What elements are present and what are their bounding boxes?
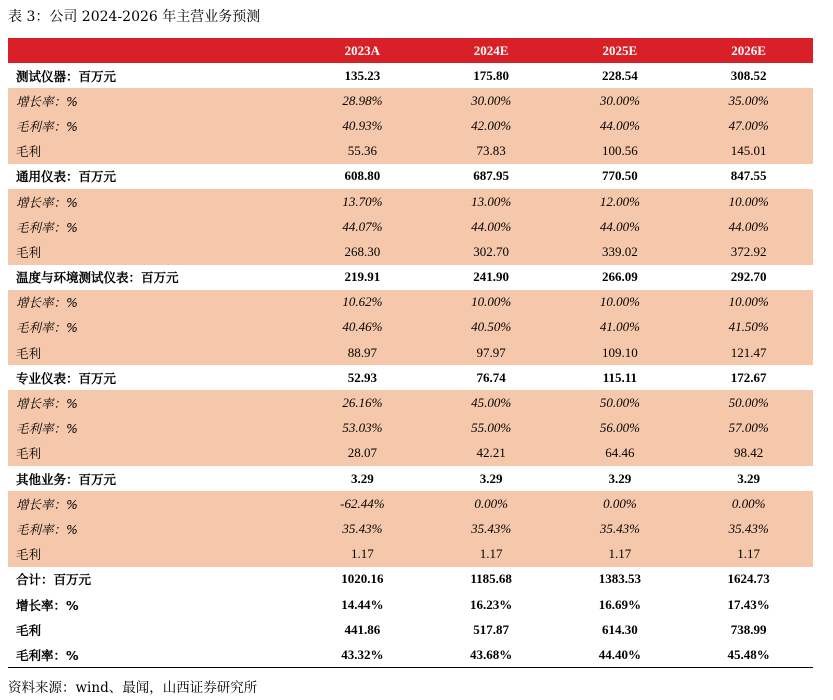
row-label: 毛利率：% <box>16 421 78 437</box>
value-cell: 44.00% <box>599 117 640 133</box>
table-row <box>8 390 813 415</box>
row-label: 毛利率：% <box>16 521 78 537</box>
row-label: 增长率：% <box>16 93 78 109</box>
value-cell: 219.91 <box>344 269 381 285</box>
row-label: 毛利 <box>16 144 42 160</box>
table-row <box>8 592 813 617</box>
value-cell: 100.56 <box>602 143 638 159</box>
value-cell: 35.00% <box>728 92 769 108</box>
value-cell: 17.43% <box>727 596 770 612</box>
value-cell: 43.32% <box>341 646 384 662</box>
value-cell: 121.47 <box>730 344 767 360</box>
value-cell: 88.97 <box>347 344 377 360</box>
value-cell: 1020.16 <box>341 571 384 587</box>
table-row <box>8 542 813 567</box>
value-cell: 42.00% <box>471 117 512 133</box>
value-cell: 302.70 <box>473 243 509 259</box>
value-cell: 55.00% <box>471 420 512 436</box>
value-cell: 13.70% <box>342 193 383 209</box>
value-cell: 10.00% <box>471 294 512 310</box>
value-cell: 292.70 <box>730 269 767 285</box>
row-label: 通用仪表：百万元 <box>16 169 117 185</box>
value-cell: 109.10 <box>602 344 638 360</box>
table-row <box>8 214 813 239</box>
table-row <box>8 340 813 365</box>
table-row <box>8 290 813 315</box>
table-header-row <box>8 38 813 63</box>
value-cell: 44.07% <box>342 218 383 234</box>
table-caption: 表 3：公司 2024-2026 年主营业务预测 <box>8 9 261 25</box>
row-label: 其他业务：百万元 <box>16 471 117 487</box>
table-row <box>8 315 813 340</box>
table-row <box>8 164 813 189</box>
value-cell: 14.44% <box>341 596 384 612</box>
value-cell: 614.30 <box>602 621 638 637</box>
row-label: 毛利 <box>16 244 42 260</box>
value-cell: 45.00% <box>471 395 512 411</box>
value-cell: 41.00% <box>599 319 640 335</box>
table-row <box>8 139 813 164</box>
value-cell: 57.00% <box>728 420 769 436</box>
value-cell: 1.17 <box>737 546 760 562</box>
value-cell: 10.00% <box>728 193 769 209</box>
value-cell: 1624.73 <box>727 571 770 587</box>
value-cell: 3.29 <box>608 470 632 486</box>
row-label: 毛利率：% <box>16 118 78 134</box>
value-cell: 56.00% <box>599 420 640 436</box>
value-cell: 47.00% <box>728 117 769 133</box>
row-label: 温度与环境测试仪表：百万元 <box>16 270 179 286</box>
value-cell: 76.74 <box>476 369 506 385</box>
value-cell: 16.69% <box>598 596 641 612</box>
value-cell: 175.80 <box>473 67 509 83</box>
table-row <box>8 441 813 466</box>
value-cell: 16.23% <box>470 596 513 612</box>
value-cell: 45.48% <box>727 646 770 662</box>
value-cell: 172.67 <box>730 369 767 385</box>
row-label: 增长率：% <box>16 295 78 311</box>
value-cell: 339.02 <box>602 243 638 259</box>
value-cell: 73.83 <box>476 143 506 159</box>
value-cell: 55.36 <box>347 143 377 159</box>
table-bottom-rule <box>8 667 813 668</box>
table-row <box>8 365 813 390</box>
value-cell: 44.00% <box>471 218 512 234</box>
value-cell: 1.17 <box>479 546 503 562</box>
value-cell: 35.43% <box>471 520 512 536</box>
value-cell: 115.11 <box>602 369 638 385</box>
table-row <box>8 63 813 88</box>
forecast-table <box>8 38 813 668</box>
value-cell: 30.00% <box>471 92 512 108</box>
value-cell: 35.43% <box>599 520 640 536</box>
value-cell: 145.01 <box>730 143 767 159</box>
value-cell: 10.00% <box>728 294 769 310</box>
value-cell: 26.16% <box>342 395 383 411</box>
value-cell: 847.55 <box>730 168 767 184</box>
value-cell: 41.50% <box>728 319 769 335</box>
header-cell-2025e: 2025E <box>602 42 638 58</box>
row-label: 毛利 <box>16 622 42 638</box>
value-cell: 52.93 <box>347 369 377 385</box>
table-row <box>8 88 813 113</box>
value-cell: 40.50% <box>471 319 512 335</box>
value-cell: 0.00% <box>603 495 637 511</box>
value-cell: 44.00% <box>728 218 769 234</box>
value-cell: 770.50 <box>602 168 638 184</box>
row-label: 毛利率：% <box>16 219 78 235</box>
value-cell: 1383.53 <box>598 571 641 587</box>
row-label: 增长率：% <box>16 597 79 613</box>
value-cell: 97.97 <box>476 344 506 360</box>
value-cell: 50.00% <box>599 395 640 411</box>
header-cell-2023a: 2023A <box>344 42 381 58</box>
value-cell: 266.09 <box>602 269 638 285</box>
value-cell: 64.46 <box>605 445 635 461</box>
table-row <box>8 642 813 667</box>
value-cell: 30.00% <box>599 92 640 108</box>
value-cell: 135.23 <box>344 67 381 83</box>
value-cell: 44.40% <box>598 646 641 662</box>
row-label: 合计：百万元 <box>16 572 92 588</box>
value-cell: 28.07 <box>347 445 377 461</box>
table-row <box>8 491 813 516</box>
value-cell: 10.00% <box>599 294 640 310</box>
header-cell-2024e: 2024E <box>473 42 509 58</box>
row-label: 毛利 <box>16 547 42 563</box>
value-cell: 308.52 <box>730 67 767 83</box>
table-row <box>8 239 813 264</box>
value-cell: 268.30 <box>344 243 381 259</box>
value-cell: 0.00% <box>474 495 508 511</box>
table-row <box>8 567 813 592</box>
table-row <box>8 113 813 138</box>
value-cell: 35.43% <box>342 520 383 536</box>
value-cell: 53.03% <box>342 420 383 436</box>
value-cell: 441.86 <box>344 621 381 637</box>
value-cell: 50.00% <box>728 395 769 411</box>
row-label: 增长率：% <box>16 496 78 512</box>
row-label: 毛利 <box>16 345 42 361</box>
table-row <box>8 265 813 290</box>
value-cell: 98.42 <box>734 445 764 461</box>
row-label: 增长率：% <box>16 396 78 412</box>
value-cell: 1.17 <box>608 546 632 562</box>
header-cell-2026e: 2026E <box>731 42 766 58</box>
value-cell: 0.00% <box>731 495 766 511</box>
value-cell: 28.98% <box>342 92 383 108</box>
value-cell: 3.29 <box>351 470 374 486</box>
table-row <box>8 466 813 491</box>
table-row <box>8 189 813 214</box>
value-cell: 13.00% <box>471 193 512 209</box>
value-cell: 228.54 <box>602 67 638 83</box>
value-cell: 1185.68 <box>470 571 512 587</box>
value-cell: 40.46% <box>342 319 383 335</box>
table-row <box>8 516 813 541</box>
source-note: 资料来源：wind、最闻，山西证券研究所 <box>8 680 258 696</box>
value-cell: 42.21 <box>476 445 506 461</box>
row-label: 毛利 <box>16 446 42 462</box>
value-cell: 241.90 <box>473 269 509 285</box>
row-label: 测试仪器：百万元 <box>16 68 117 84</box>
value-cell: 43.68% <box>470 646 513 662</box>
value-cell: 3.29 <box>479 470 503 486</box>
value-cell: 10.62% <box>342 294 383 310</box>
value-cell: 12.00% <box>599 193 640 209</box>
table-row <box>8 416 813 441</box>
table-row <box>8 617 813 642</box>
row-label: 毛利率：% <box>16 320 78 336</box>
row-label: 增长率：% <box>16 194 78 210</box>
value-cell: 608.80 <box>344 168 381 184</box>
table-body <box>8 63 813 668</box>
value-cell: 372.92 <box>730 243 767 259</box>
value-cell: 1.17 <box>351 546 374 562</box>
value-cell: 40.93% <box>342 117 383 133</box>
value-cell: 687.95 <box>473 168 509 184</box>
value-cell: 35.43% <box>728 520 769 536</box>
value-cell: 44.00% <box>599 218 640 234</box>
row-label: 毛利率：% <box>16 647 79 663</box>
value-cell: 3.29 <box>737 470 760 486</box>
value-cell: 738.99 <box>730 621 767 637</box>
value-cell: 517.87 <box>473 621 509 637</box>
value-cell: -62.44% <box>340 495 385 511</box>
row-label: 专业仪表：百万元 <box>16 370 117 386</box>
